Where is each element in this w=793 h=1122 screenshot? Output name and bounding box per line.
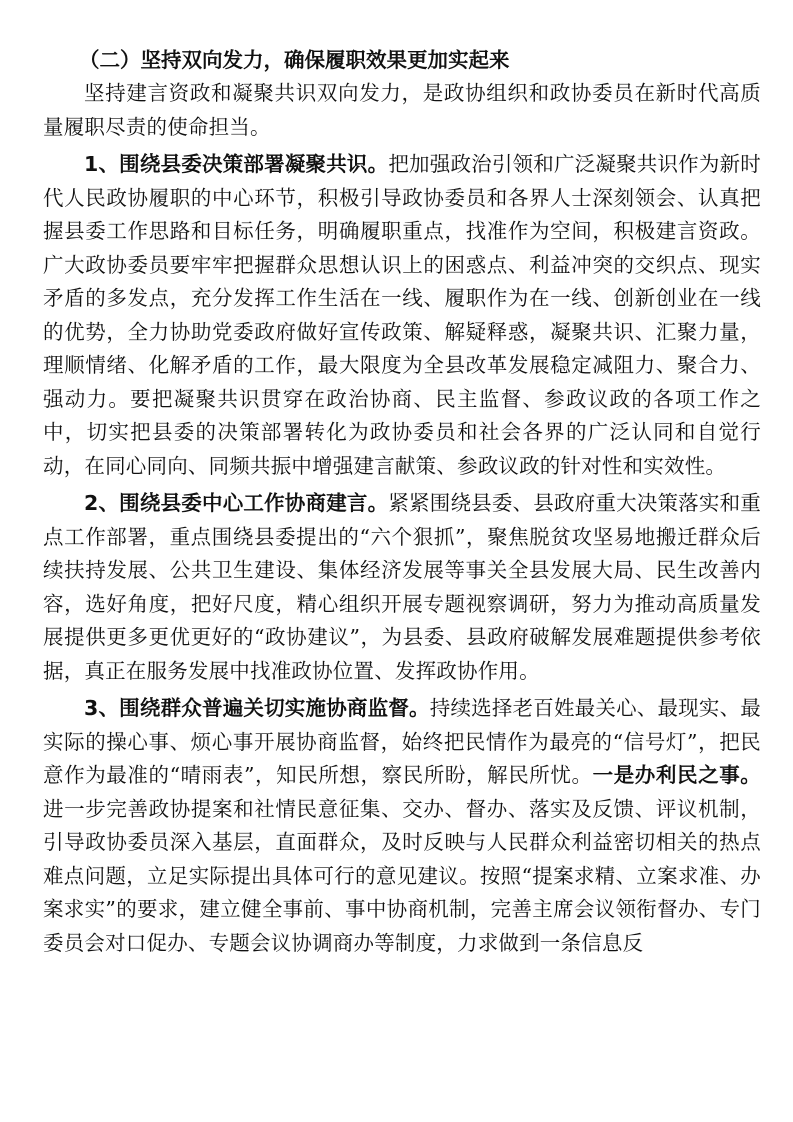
intro-paragraph: 坚持建言资政和凝聚共识双向发力，是政协组织和政协委员在新时代高质量履职尽责的使命担当。 [43,81,761,139]
item-2-body: 紧紧围绕县委、县政府重大决策落实和重点工作部署，重点围绕县委提出的“六个狠抓”，聚焦脱贫攻坚易地搬迁群众后续扶持发展、公共卫生建设、集体经济发展等事关全县发展大局、民生改善内容，选好角度，把好尺度，精心组织开展专题视察调研，努力为推动高质量发展提供更多更优更好的“政协建议”，为县委、县政府破解发展难题提供参考依据，真正在服务发展中找准政协位置、发挥政协作用。 [43,491,761,683]
item-2-paragraph [43,487,761,688]
item-3-title: 3、围绕群众普遍关切实施协商监督。 [84,696,430,720]
item-3-paragraph [43,692,761,960]
item-1-paragraph [43,148,761,483]
item-3-body-a: 持续选择老百姓最关心、最现实、最实际的操心事、烦心事开展协商监督，始终把民情作为最亮的“信号灯”，把民意作为最准的“晴雨表”，知民所想，察民所盼，解民所忧。 [43,696,761,787]
item-3-subtitle: 一是办利民之事。 [592,763,761,787]
item-2-title: 2、围绕县委中心工作协商建言。 [84,491,389,515]
item-3-body-b: 进一步完善政协提案和社情民意征集、交办、督办、落实及反馈、评议机制，引导政协委员深入基层，直面群众，及时反映与人民群众利益密切相关的热点难点问题，立足实际提出具体可行的意见建议。按照“提案求精、立案求准、办案求实”的要求，建立健全事前、事中协商机制，完善主席会议领衔督办、专门委员会对口促办、专题会议协调商办等制度，力求做到一条信息反 [43,796,761,955]
item-1-body: 把加强政治引领和广泛凝聚共识作为新时代人民政协履职的中心环节，积极引导政协委员和各界人士深刻领会、认真把握县委工作思路和目标任务，明确履职重点，找准作为空间，积极建言资政。广大政协委员要牢牢把握群众思想认识上的困惑点、利益冲突的交织点、现实矛盾的多发点，充分发挥工作生活在一线、履职作为在一线、创新创业在一线的优势，全力协助党委政府做好宣传政策、解疑释惑，凝聚共识、汇聚力量，理顺情绪、化解矛盾的工作，最大限度为全县改革发展稳定减阻力、聚合力、强动力。要把凝聚共识贯穿在政治协商、民主监督、参政议政的各项工作之中，切实把县委的决策部署转化为政协委员和社会各界的广泛认同和自觉行动，在同心同向、同频共振中增强建言献策、参政议政的针对性和实效性。 [43,152,761,478]
item-1-title: 1、围绕县委决策部署凝聚共识。 [84,152,389,176]
section-heading: （二）坚持双向发力，确保履职效果更加实起来 [79,48,510,72]
